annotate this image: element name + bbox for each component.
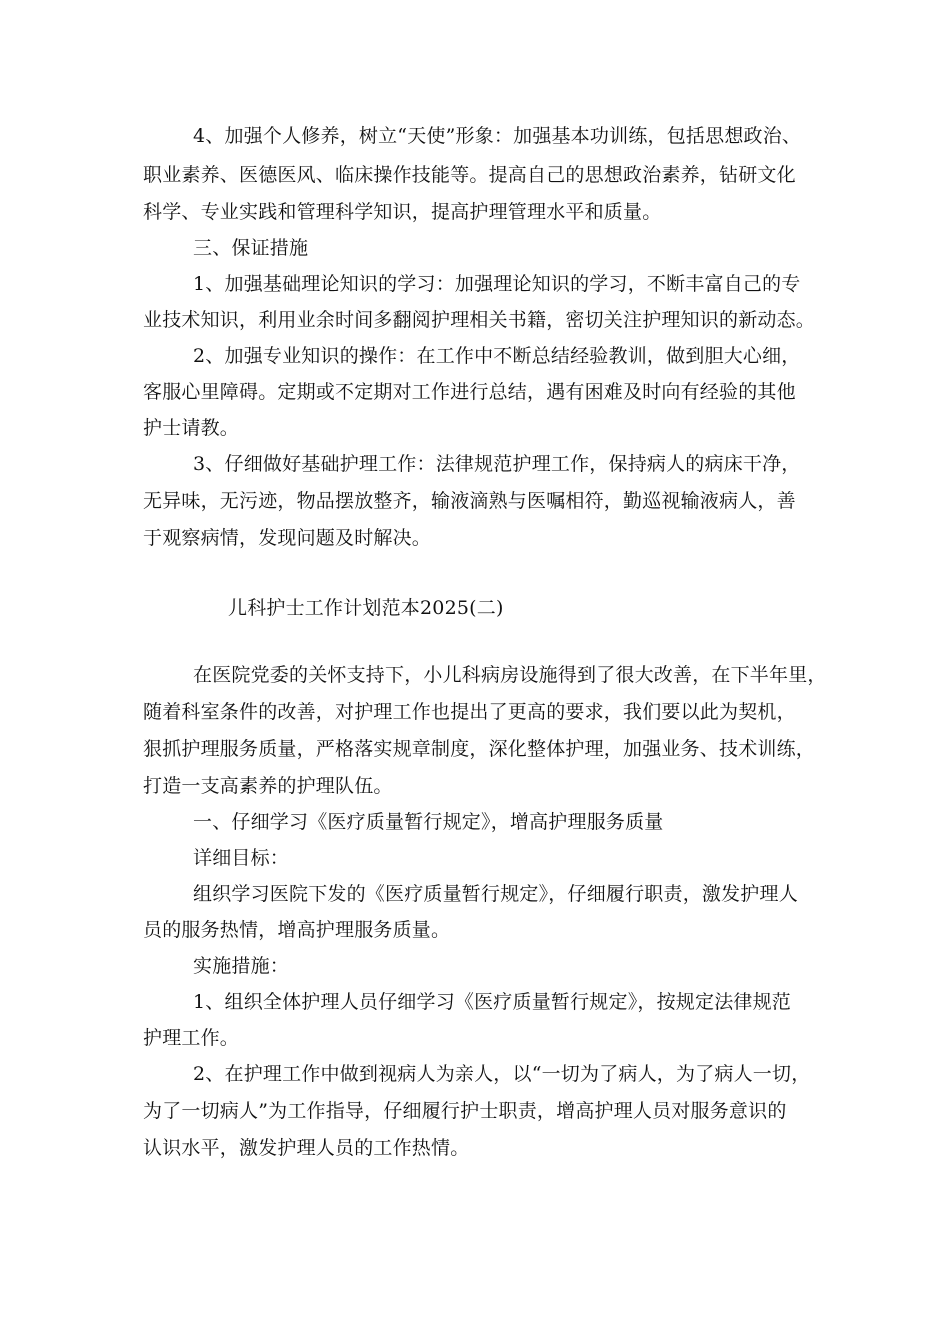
paragraph-line: 2、加强专业知识的操作：在工作中不断总结经验教训，做到胆大心细， xyxy=(193,345,801,367)
subheading: 实施措施： xyxy=(193,955,290,977)
paragraph-line: 1、加强基础理论知识的学习：加强理论知识的学习，不断丰富自己的专 xyxy=(193,273,801,295)
section-heading: 一、仔细学习《医疗质量暂行规定》，增高护理服务质量 xyxy=(193,811,664,833)
paragraph-line: 随着科室条件的改善，对护理工作也提出了更高的要求，我们要以此为契机， xyxy=(143,701,796,723)
paragraph-line: 护士请教。 xyxy=(143,417,240,439)
paragraph-line: 护理工作。 xyxy=(143,1027,240,1049)
paragraph-line: 认识水平，激发护理人员的工作热情。 xyxy=(143,1137,470,1159)
paragraph-line: 于观察病情，发现问题及时解决。 xyxy=(143,527,432,549)
paragraph-line: 职业素养、医德医风、临床操作技能等。提高自己的思想政治素养，钻研文化 xyxy=(143,164,796,186)
paragraph-line: 狠抓护理服务质量，严格落实规章制度，深化整体护理，加强业务、技术训练， xyxy=(143,738,816,760)
document-title: 儿科护士工作计划范本2025(二) xyxy=(228,597,504,619)
paragraph-line: 在医院党委的关怀支持下，小儿科病房设施得到了很大改善，在下半年里， xyxy=(193,664,827,686)
paragraph-line: 2、在护理工作中做到视病人为亲人，以“一切为了病人，为了病人一切， xyxy=(193,1063,811,1085)
paragraph-line: 1、组织全体护理人员仔细学习《医疗质量暂行规定》，按规定法律规范 xyxy=(193,991,791,1013)
subheading: 详细目标： xyxy=(193,847,290,869)
paragraph-line: 组织学习医院下发的《医疗质量暂行规定》，仔细履行职责，激发护理人 xyxy=(193,883,798,905)
paragraph-line: 为了一切病人”为工作指导，仔细履行护士职责，增高护理人员对服务意识的 xyxy=(143,1100,787,1122)
paragraph-line: 科学、专业实践和管理科学知识，提高护理管理水平和质量。 xyxy=(143,201,662,223)
paragraph-line: 业技术知识，利用业余时间多翻阅护理相关书籍，密切关注护理知识的新动态。 xyxy=(143,309,816,331)
paragraph-line: 客服心里障碍。定期或不定期对工作进行总结，遇有困难及时向有经验的其他 xyxy=(143,381,796,403)
paragraph-line: 无异味，无污迹，物品摆放整齐，输液滴熟与医嘱相符，勤巡视输液病人，善 xyxy=(143,490,796,512)
paragraph-line: 3、仔细做好基础护理工作：法律规范护理工作，保持病人的病床干净， xyxy=(193,453,801,475)
paragraph-line: 员的服务热情，增高护理服务质量。 xyxy=(143,919,451,941)
section-heading: 三、保证措施 xyxy=(193,237,309,259)
paragraph-line: 4、加强个人修养，树立“天使”形象：加强基本功训练，包括思想政治、 xyxy=(193,125,802,147)
paragraph-line: 打造一支高素养的护理队伍。 xyxy=(143,775,393,797)
